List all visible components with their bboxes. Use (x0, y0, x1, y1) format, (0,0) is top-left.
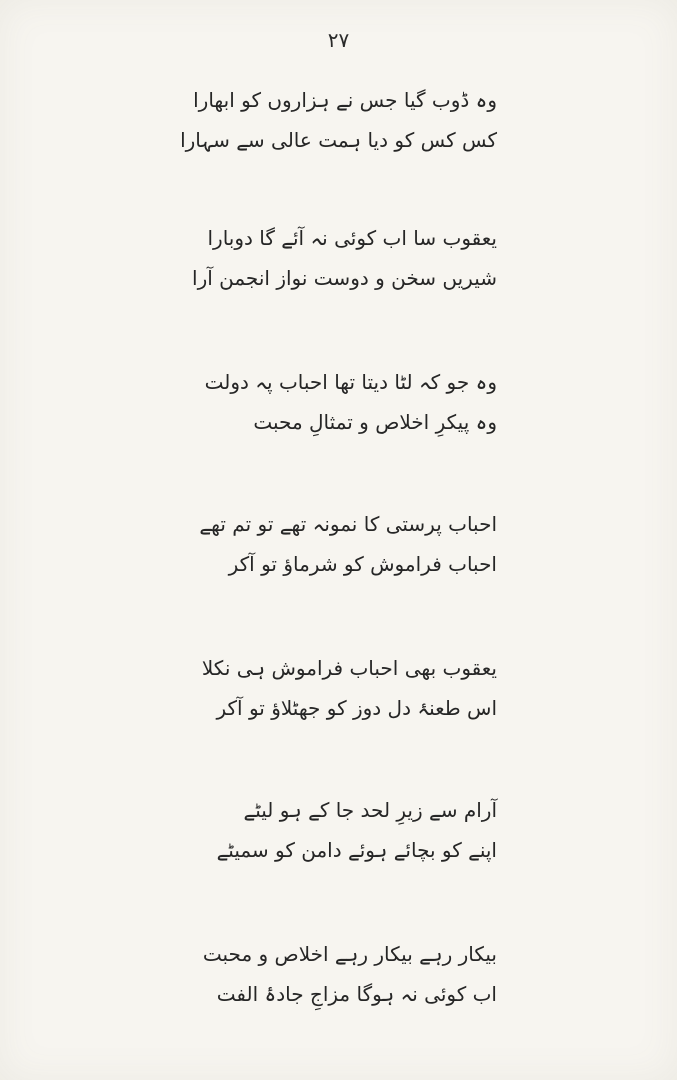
verse-line: شیریں سخن و دوست نواز انجمن آرا (192, 266, 497, 290)
verse-line: وہ پیکرِ اخلاص و تمثالِ محبت (253, 410, 497, 434)
verse-line: اس طعنۂ دل دوز کو جھٹلاؤ تو آکر (216, 696, 497, 720)
verse-line: احباب پرستی کا نمونہ تھے تو تم تھے (199, 512, 497, 536)
stanza-3 (197, 362, 497, 442)
page-number: ۲۷ (327, 28, 350, 52)
verse-line: بیکار رہے بیکار رہے اخلاص و محبت (202, 942, 497, 966)
stanza-1 (180, 80, 497, 160)
verse-line: وہ ڈوب گیا جس نے ہزاروں کو ابھارا (193, 88, 497, 112)
stanza-2 (192, 218, 497, 298)
stanza-7 (197, 934, 497, 1014)
stanza-4 (197, 504, 497, 584)
verse-line: وہ جو کہ لٹا دیتا تھا احباب پہ دولت (204, 370, 497, 394)
verse-line: احباب فراموش کو شرماؤ تو آکر (228, 552, 497, 576)
verse-line: اپنے کو بچائے ہوئے دامن کو سمیٹے (216, 838, 497, 862)
stanza-5 (197, 648, 497, 728)
verse-line: یعقوب بھی احباب فراموش ہی نکلا (201, 656, 497, 680)
verse-line: یعقوب سا اب کوئی نہ آئے گا دوبارا (207, 226, 497, 250)
stanza-6 (197, 790, 497, 870)
verse-line: آرام سے زیرِ لحد جا کے ہو لیٹے (243, 798, 497, 822)
verse-line: اب کوئی نہ ہوگا مزاجِ جادۂ الفت (216, 982, 497, 1006)
verse-line: کس کس کو دیا ہمت عالی سے سہارا (180, 128, 497, 152)
